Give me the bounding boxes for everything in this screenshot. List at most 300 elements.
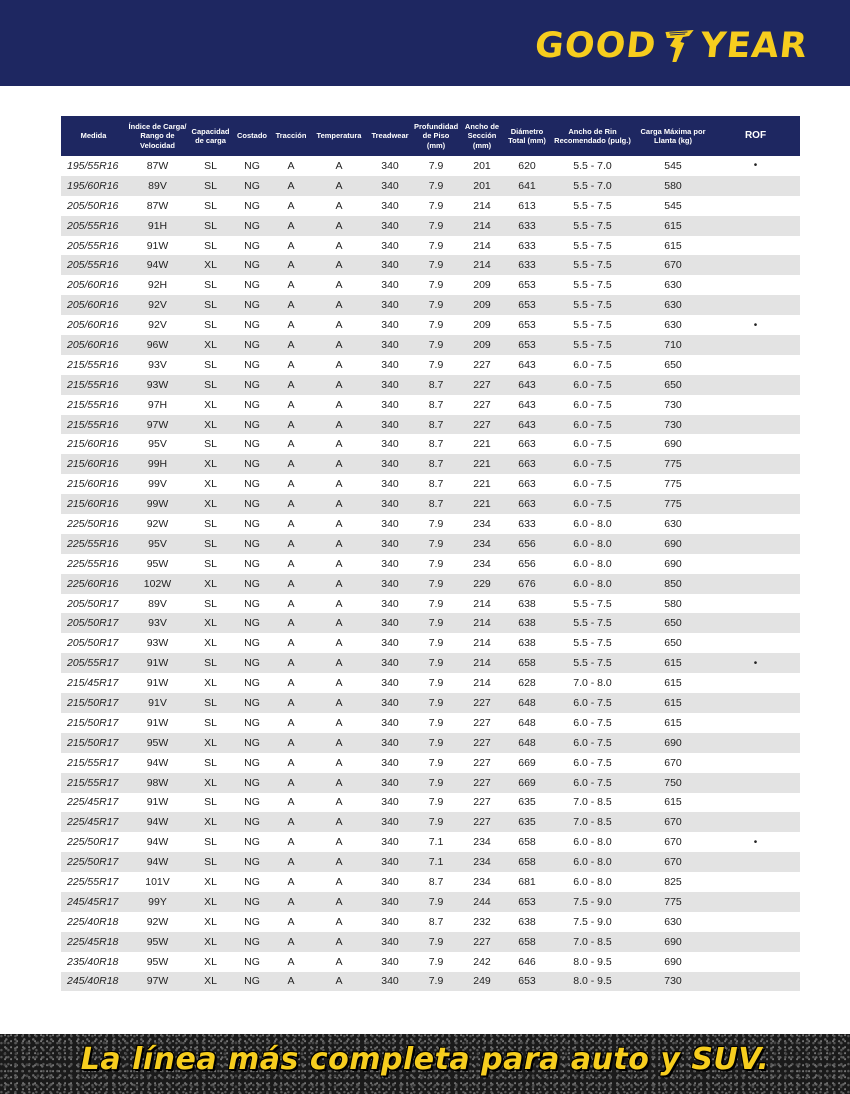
logo-text-right: YEAR xyxy=(698,26,811,66)
tire-size-cell: 225/55R16 xyxy=(61,534,126,554)
table-row xyxy=(61,653,800,673)
table-cell: 7.9 xyxy=(412,773,460,793)
table-row xyxy=(61,375,800,395)
table-cell: 214 xyxy=(473,239,491,252)
tire-size-cell: 215/55R17 xyxy=(61,773,126,793)
rof-cell xyxy=(711,852,800,872)
table-cell: 340 xyxy=(381,955,399,968)
table-cell: A xyxy=(272,773,310,793)
table-cell: 5.5 - 7.0 xyxy=(573,159,612,172)
table-cell: 638 xyxy=(504,613,550,633)
table-row xyxy=(61,673,800,693)
table-cell: 94W xyxy=(126,255,189,275)
table-cell: 7.9 xyxy=(412,972,460,992)
table-cell: 7.9 xyxy=(412,335,460,355)
rof-cell xyxy=(711,434,800,454)
table-cell: 340 xyxy=(381,796,399,809)
table-cell: 7.9 xyxy=(428,796,444,809)
rof-cell xyxy=(711,733,800,753)
table-cell: 5.5 - 7.5 xyxy=(573,319,612,332)
table-cell: NG xyxy=(244,478,260,491)
table-cell: 96W xyxy=(126,335,189,355)
tire-size-cell: 225/50R17 xyxy=(67,836,119,849)
table-cell: A xyxy=(310,892,368,912)
table-cell: 7.9 xyxy=(412,176,460,196)
table-cell: 669 xyxy=(518,756,536,769)
table-cell: 580 xyxy=(664,597,682,610)
table-cell: NG xyxy=(232,693,272,713)
table-cell: NG xyxy=(232,454,272,474)
table-cell: A xyxy=(272,375,310,395)
rof-cell xyxy=(711,594,800,614)
table-cell: 690 xyxy=(664,557,682,570)
table-cell: 340 xyxy=(381,677,399,690)
table-cell: NG xyxy=(244,159,260,172)
table-cell: A xyxy=(310,216,368,236)
table-cell: 99Y xyxy=(126,892,189,912)
table-cell: NG xyxy=(244,796,260,809)
table-cell: NG xyxy=(244,358,260,371)
table-cell: 7.9 xyxy=(412,574,460,594)
tire-size-cell: 205/50R17 xyxy=(67,637,119,650)
table-cell: SL xyxy=(189,295,232,315)
table-cell: NG xyxy=(232,852,272,872)
rof-cell xyxy=(711,295,800,315)
table-cell: SL xyxy=(189,852,232,872)
table-cell: 656 xyxy=(504,534,550,554)
table-cell: 633 xyxy=(518,517,536,530)
table-cell: 5.5 - 7.5 xyxy=(573,239,612,252)
table-cell: 630 xyxy=(664,279,682,292)
table-cell: 227 xyxy=(460,812,504,832)
table-row xyxy=(61,892,800,912)
table-cell: 7.9 xyxy=(428,239,444,252)
column-header: Capacidad de carga xyxy=(189,116,232,156)
table-cell: 643 xyxy=(504,375,550,395)
table-cell: 227 xyxy=(460,733,504,753)
table-cell: 670 xyxy=(635,255,711,275)
column-header: Treadwear xyxy=(368,116,412,156)
table-cell: XL xyxy=(189,733,232,753)
table-cell: 7.5 - 9.0 xyxy=(550,892,635,912)
tire-size-cell: 225/45R17 xyxy=(61,812,126,832)
table-row xyxy=(61,196,800,216)
table-cell: NG xyxy=(232,613,272,633)
tire-size-cell: 205/60R16 xyxy=(61,335,126,355)
table-cell: NG xyxy=(244,915,260,928)
rof-cell: • xyxy=(711,653,800,673)
table-cell: 850 xyxy=(635,574,711,594)
table-row xyxy=(61,773,800,793)
table-row xyxy=(61,912,800,932)
table-cell: A xyxy=(335,517,343,530)
tire-size-cell: 195/60R16 xyxy=(61,176,126,196)
table-cell: 93V xyxy=(148,358,167,371)
table-cell: 91V xyxy=(126,693,189,713)
table-cell: NG xyxy=(244,716,260,729)
rof-cell: • xyxy=(753,160,758,172)
table-row xyxy=(61,395,800,415)
table-cell: NG xyxy=(244,199,260,212)
table-cell: 340 xyxy=(368,972,412,992)
table-cell: NG xyxy=(232,574,272,594)
table-cell: SL xyxy=(189,176,232,196)
table-cell: NG xyxy=(232,812,272,832)
rof-cell xyxy=(711,236,800,256)
tire-size-cell: 215/55R16 xyxy=(67,358,119,371)
table-cell: 658 xyxy=(504,653,550,673)
table-cell: 8.0 - 9.5 xyxy=(550,972,635,992)
table-cell: NG xyxy=(244,557,260,570)
table-header-row xyxy=(61,116,800,156)
table-cell: A xyxy=(287,239,295,252)
rof-cell xyxy=(711,355,800,375)
table-cell: A xyxy=(287,478,295,491)
table-cell: A xyxy=(272,733,310,753)
table-cell: 650 xyxy=(664,637,682,650)
table-cell: 5.5 - 7.5 xyxy=(550,335,635,355)
table-cell: 630 xyxy=(635,295,711,315)
table-cell: 340 xyxy=(368,335,412,355)
table-cell: A xyxy=(310,454,368,474)
table-cell: NG xyxy=(244,239,260,252)
table-cell: 775 xyxy=(664,478,682,491)
table-cell: 99V xyxy=(148,478,167,491)
table-cell: 635 xyxy=(518,796,536,809)
table-cell: A xyxy=(287,398,295,411)
table-cell: A xyxy=(272,176,310,196)
table-cell: A xyxy=(272,653,310,673)
table-cell: 340 xyxy=(368,574,412,594)
tire-size-cell: 205/55R16 xyxy=(61,255,126,275)
table-cell: 92W xyxy=(146,915,169,928)
tire-size-cell: 205/55R17 xyxy=(61,653,126,673)
table-cell: 201 xyxy=(460,176,504,196)
table-cell: 7.9 xyxy=(412,653,460,673)
rof-cell xyxy=(711,534,800,554)
table-cell: A xyxy=(310,574,368,594)
table-cell: A xyxy=(310,693,368,713)
table-cell: A xyxy=(335,836,343,849)
table-cell: 638 xyxy=(518,915,536,928)
table-cell: 580 xyxy=(635,176,711,196)
rof-cell xyxy=(711,375,800,395)
table-cell: 340 xyxy=(381,876,399,888)
table-cell: NG xyxy=(232,295,272,315)
table-row xyxy=(61,574,800,594)
table-cell: NG xyxy=(244,597,260,610)
table-cell: SL xyxy=(204,836,217,849)
table-cell: A xyxy=(287,159,295,172)
table-cell: 670 xyxy=(664,836,682,849)
rof-cell xyxy=(711,872,800,892)
table-cell: 227 xyxy=(473,358,491,371)
table-cell: A xyxy=(335,319,343,332)
table-row xyxy=(61,275,800,295)
table-row xyxy=(61,972,800,992)
table-cell: 7.9 xyxy=(428,199,444,212)
table-cell: 690 xyxy=(635,733,711,753)
table-cell: XL xyxy=(189,335,232,355)
tire-size-cell: 215/55R16 xyxy=(67,398,119,411)
tire-size-cell: 215/60R16 xyxy=(61,454,126,474)
table-cell: 234 xyxy=(473,876,491,888)
table-row xyxy=(61,255,800,275)
rof-cell xyxy=(711,673,800,693)
table-cell: 669 xyxy=(504,773,550,793)
table-row xyxy=(61,693,800,713)
table-cell: 5.5 - 7.5 xyxy=(550,613,635,633)
table-cell: 340 xyxy=(368,693,412,713)
table-cell: 7.1 xyxy=(412,852,460,872)
table-cell: A xyxy=(272,415,310,435)
table-row xyxy=(61,216,800,236)
table-cell: 7.9 xyxy=(428,358,444,371)
table-cell: 5.5 - 7.5 xyxy=(550,216,635,236)
table-cell: 340 xyxy=(381,319,399,332)
table-cell: 214 xyxy=(460,216,504,236)
tire-size-cell: 225/55R16 xyxy=(67,557,119,570)
table-cell: 6.0 - 7.5 xyxy=(573,438,612,451)
table-cell: 633 xyxy=(518,239,536,252)
table-cell: 635 xyxy=(504,812,550,832)
table-cell: 340 xyxy=(381,557,399,570)
rof-cell xyxy=(711,812,800,832)
table-cell: A xyxy=(272,972,310,992)
table-cell: 5.5 - 7.5 xyxy=(573,199,612,212)
table-cell: SL xyxy=(189,534,232,554)
table-cell: 7.0 - 8.5 xyxy=(550,812,635,832)
table-cell: 7.9 xyxy=(412,812,460,832)
table-cell: 8.7 xyxy=(428,915,444,928)
table-row xyxy=(61,793,800,813)
logo-text-left: GOOD xyxy=(533,26,659,66)
table-cell: 545 xyxy=(664,199,682,212)
column-header: ROF xyxy=(711,116,800,156)
table-cell: SL xyxy=(204,756,217,769)
table-cell: 730 xyxy=(664,398,682,411)
table-cell: 615 xyxy=(664,716,682,729)
table-cell: 7.9 xyxy=(412,295,460,315)
tire-size-cell: 225/45R18 xyxy=(61,932,126,952)
tire-size-cell: 205/55R16 xyxy=(67,239,119,252)
table-row xyxy=(61,514,800,534)
table-cell: A xyxy=(335,915,343,928)
table-cell: 663 xyxy=(518,438,536,451)
table-cell: SL xyxy=(204,279,217,292)
tire-specs-table xyxy=(61,116,800,991)
table-cell: 234 xyxy=(460,852,504,872)
table-cell: A xyxy=(310,653,368,673)
table-cell: 340 xyxy=(368,773,412,793)
column-header: Carga Máxima por Llanta (kg) xyxy=(635,116,711,156)
table-cell: 628 xyxy=(518,677,536,690)
table-cell: 663 xyxy=(504,494,550,514)
table-cell: 6.0 - 7.5 xyxy=(550,733,635,753)
table-row xyxy=(61,812,800,832)
column-header: Costado xyxy=(232,116,272,156)
table-cell: 340 xyxy=(368,932,412,952)
table-cell: A xyxy=(272,574,310,594)
table-cell: NG xyxy=(232,773,272,793)
table-cell: 98W xyxy=(126,773,189,793)
table-cell: A xyxy=(272,613,310,633)
table-cell: 7.0 - 8.5 xyxy=(573,796,612,809)
table-cell: 7.9 xyxy=(412,932,460,952)
table-cell: 690 xyxy=(635,534,711,554)
table-cell: 730 xyxy=(635,415,711,435)
table-cell: 7.9 xyxy=(428,319,444,332)
table-cell: A xyxy=(272,852,310,872)
table-cell: 340 xyxy=(368,852,412,872)
rof-cell xyxy=(711,574,800,594)
table-cell: 5.5 - 7.5 xyxy=(573,597,612,610)
table-cell: SL xyxy=(189,216,232,236)
table-row xyxy=(61,295,800,315)
table-row xyxy=(61,335,800,355)
rof-cell xyxy=(711,275,800,295)
table-cell: 653 xyxy=(518,279,536,292)
table-cell: 340 xyxy=(368,375,412,395)
table-cell: 633 xyxy=(504,216,550,236)
table-cell: XL xyxy=(189,972,232,992)
tire-size-cell: 215/55R16 xyxy=(61,415,126,435)
table-cell: 6.0 - 8.0 xyxy=(573,557,612,570)
table-cell: XL xyxy=(189,494,232,514)
table-cell: 87W xyxy=(146,199,169,212)
table-cell: 5.5 - 7.5 xyxy=(550,653,635,673)
table-cell: 650 xyxy=(635,613,711,633)
rof-cell xyxy=(711,713,800,733)
tire-size-cell: 205/50R17 xyxy=(67,597,119,610)
table-cell: SL xyxy=(204,239,217,252)
table-cell: A xyxy=(310,773,368,793)
table-row xyxy=(61,852,800,872)
table-cell: 242 xyxy=(473,955,491,968)
table-cell: 663 xyxy=(504,454,550,474)
table-cell: 92H xyxy=(147,279,168,292)
brand-logo xyxy=(533,24,810,68)
table-cell: A xyxy=(287,955,295,968)
table-row xyxy=(61,753,800,773)
table-cell: A xyxy=(287,915,295,928)
table-cell: A xyxy=(310,733,368,753)
rof-cell xyxy=(711,494,800,514)
table-cell: XL xyxy=(189,892,232,912)
table-cell: 653 xyxy=(504,972,550,992)
table-cell: NG xyxy=(232,932,272,952)
table-cell: 615 xyxy=(664,677,682,690)
table-cell: A xyxy=(287,597,295,610)
table-cell: A xyxy=(287,517,295,530)
table-cell: 7.5 - 9.0 xyxy=(573,915,612,928)
table-cell: 340 xyxy=(381,358,399,371)
table-cell: NG xyxy=(232,733,272,753)
table-cell: A xyxy=(272,693,310,713)
table-cell: 8.7 xyxy=(412,454,460,474)
table-row xyxy=(61,236,800,256)
table-cell: 340 xyxy=(381,478,399,491)
table-cell: A xyxy=(272,216,310,236)
table-cell: 690 xyxy=(635,932,711,952)
table-cell: SL xyxy=(204,597,217,610)
table-cell: 6.0 - 8.0 xyxy=(550,534,635,554)
table-cell: 615 xyxy=(635,216,711,236)
table-cell: 6.0 - 7.5 xyxy=(573,398,612,411)
table-cell: 232 xyxy=(473,915,491,928)
table-cell: 8.7 xyxy=(412,375,460,395)
table-cell: XL xyxy=(204,915,217,928)
table-row xyxy=(61,594,800,614)
table-cell: NG xyxy=(232,216,272,236)
table-cell: NG xyxy=(232,176,272,196)
column-header: Índice de Carga/ Rango de Velocidad xyxy=(126,116,189,156)
rof-cell xyxy=(711,753,800,773)
table-cell: 92V xyxy=(148,319,167,332)
table-cell: XL xyxy=(204,677,217,690)
rof-cell xyxy=(711,196,800,216)
table-cell: 630 xyxy=(664,915,682,928)
tire-specs-table-container xyxy=(61,116,800,991)
table-cell: 8.7 xyxy=(428,478,444,491)
table-cell: NG xyxy=(232,653,272,673)
table-cell: A xyxy=(287,319,295,332)
table-cell: 227 xyxy=(460,375,504,395)
table-cell: 8.7 xyxy=(428,398,444,411)
rof-cell xyxy=(711,176,800,196)
table-cell: 6.0 - 8.0 xyxy=(550,574,635,594)
tire-size-cell: 215/60R16 xyxy=(67,478,119,491)
table-cell: NG xyxy=(232,534,272,554)
table-cell: 690 xyxy=(664,955,682,968)
table-cell: 615 xyxy=(664,239,682,252)
table-cell: 6.0 - 7.5 xyxy=(573,716,612,729)
table-cell: 94W xyxy=(146,756,169,769)
table-cell: 7.1 xyxy=(428,836,444,849)
tire-size-cell: 235/40R18 xyxy=(67,955,119,968)
rof-cell xyxy=(711,415,800,435)
table-cell: 209 xyxy=(473,319,491,332)
table-cell: A xyxy=(287,199,295,212)
table-cell: 99H xyxy=(126,454,189,474)
table-cell: 5.5 - 7.5 xyxy=(550,255,635,275)
table-cell: SL xyxy=(204,438,217,451)
table-cell: A xyxy=(287,876,295,888)
table-cell: A xyxy=(335,557,343,570)
table-cell: 670 xyxy=(635,852,711,872)
table-cell: 648 xyxy=(504,693,550,713)
table-cell: 7.9 xyxy=(428,597,444,610)
table-cell: SL xyxy=(204,557,217,570)
table-cell: 102W xyxy=(126,574,189,594)
table-cell: 340 xyxy=(368,295,412,315)
table-cell: SL xyxy=(204,796,217,809)
table-cell: NG xyxy=(244,517,260,530)
table-cell: A xyxy=(335,716,343,729)
table-cell: 641 xyxy=(504,176,550,196)
table-cell: A xyxy=(287,796,295,809)
table-cell: 6.0 - 7.5 xyxy=(550,454,635,474)
table-cell: 92W xyxy=(146,517,169,530)
table-cell: 650 xyxy=(664,358,682,371)
table-cell: 7.9 xyxy=(428,517,444,530)
table-cell: 630 xyxy=(664,517,682,530)
column-header: Tracción xyxy=(272,116,310,156)
footer-bar xyxy=(0,1034,850,1094)
table-cell: 613 xyxy=(518,199,536,212)
table-cell: A xyxy=(287,557,295,570)
tire-size-cell: 195/55R16 xyxy=(67,159,119,172)
